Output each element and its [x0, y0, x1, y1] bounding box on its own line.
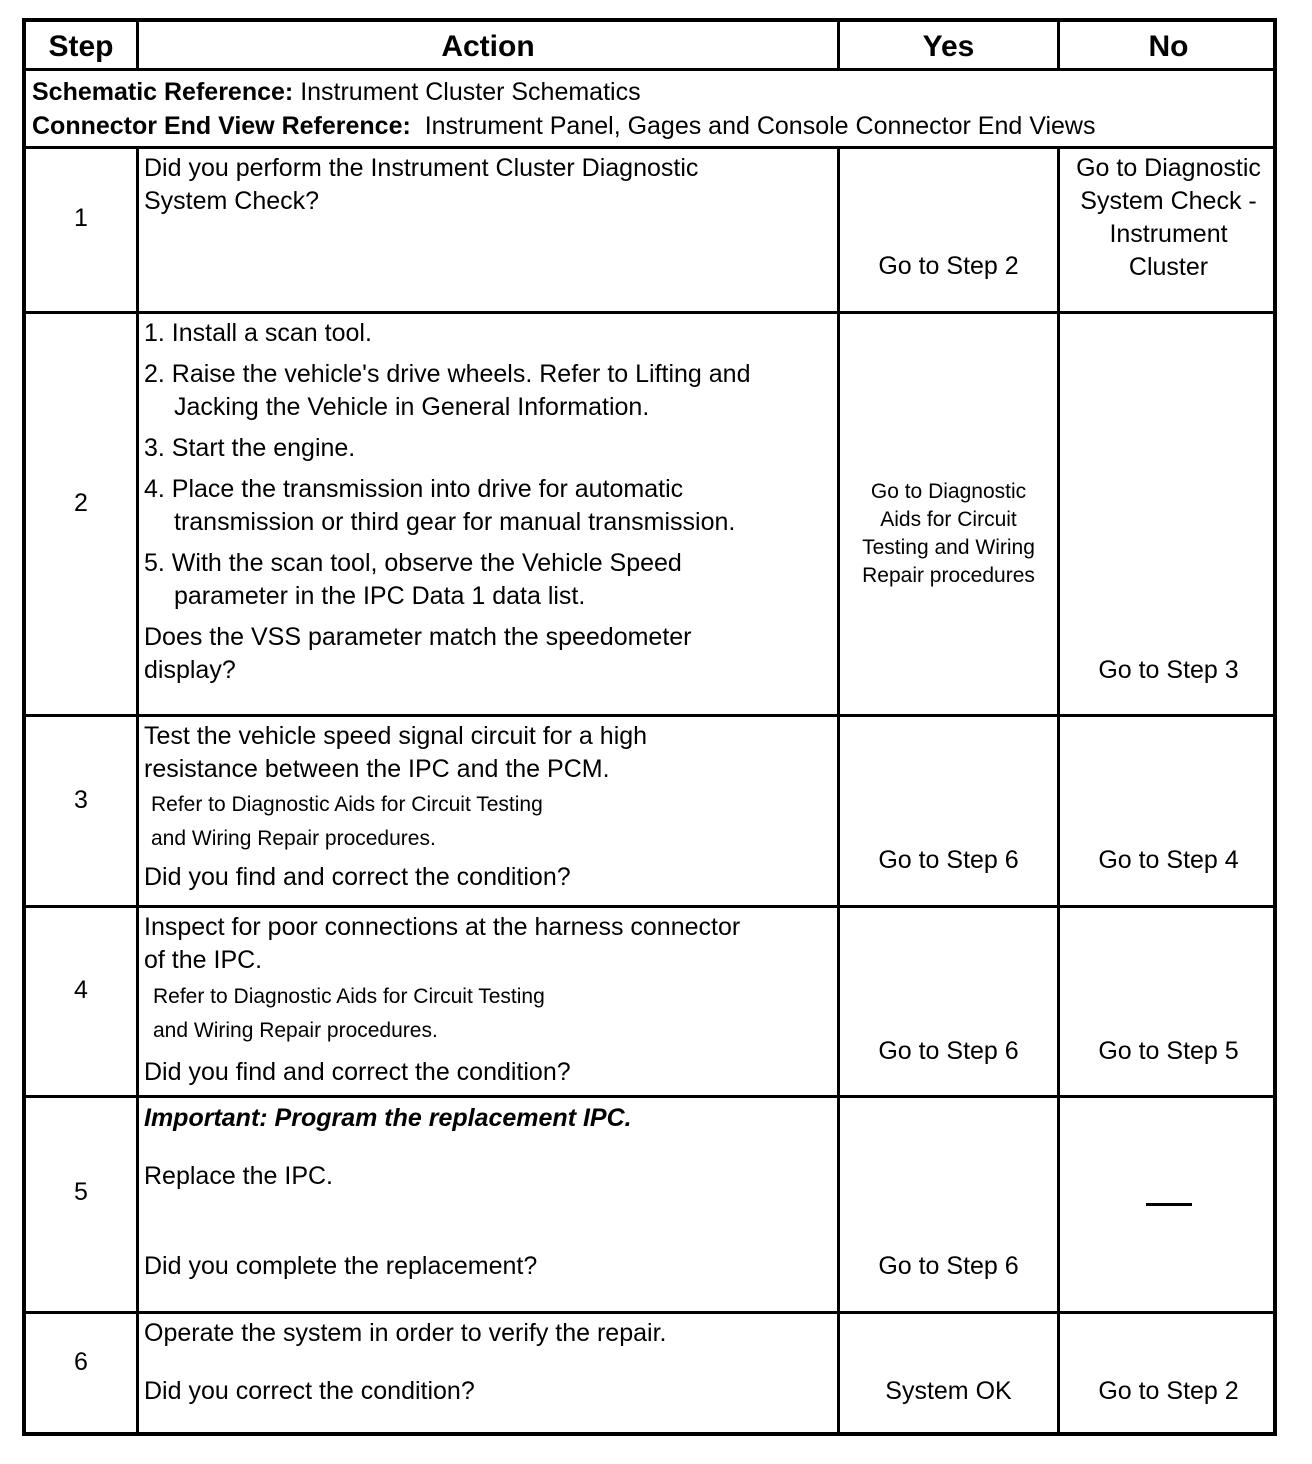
diagnostic-table — [22, 18, 1277, 1436]
refer-text-4a[interactable]: Refer to Diagnostic Aids for Circuit Testing — [153, 985, 545, 1008]
col-divider-step — [136, 146, 139, 1432]
yes-step-1[interactable]: Go to Step 2 — [878, 252, 1019, 280]
header-no: No — [1148, 30, 1189, 63]
question-text-6: Did you correct the condition? — [144, 1377, 475, 1405]
procedure-item-4b: transmission or third gear for manual transmission. — [174, 508, 736, 536]
connector-reference-link[interactable]: Instrument Panel, Gages and Console Connector End Views — [424, 112, 1096, 140]
yes-step-2a[interactable]: Go to Diagnostic — [870, 480, 1027, 503]
col-divider-action — [837, 146, 840, 1432]
action-text-5: Replace the IPC. — [144, 1162, 333, 1190]
yes-step-6[interactable]: System OK — [885, 1377, 1012, 1405]
yes-step-2d[interactable]: Repair procedures — [862, 564, 1035, 587]
connector-reference-label: Connector End View Reference: — [32, 112, 411, 140]
no-step-5-dash — [1146, 1203, 1192, 1206]
header-action: Action — [441, 30, 535, 63]
schematic-reference — [32, 76, 641, 109]
action-text-1b: System Check? — [144, 187, 320, 215]
connector-reference — [32, 110, 1095, 143]
refer-text-4b[interactable]: and Wiring Repair procedures. — [153, 1019, 438, 1042]
step-number-1: 1 — [74, 204, 88, 232]
action-text-3b: resistance between the IPC and the PCM. — [144, 755, 610, 783]
step-number-2: 2 — [74, 489, 88, 517]
header-yes: Yes — [922, 30, 975, 63]
procedure-item-4: 4. Place the transmission into drive for automatic — [144, 475, 684, 503]
no-step-1a[interactable]: Go to Diagnostic — [1076, 154, 1261, 182]
question-text-5: Did you complete the replacement? — [144, 1252, 538, 1280]
row-divider-5 — [26, 1311, 1273, 1314]
step-number-3: 3 — [74, 786, 88, 814]
yes-step-2c[interactable]: Testing and Wiring — [862, 536, 1035, 559]
procedure-item-5b: parameter in the IPC Data 1 data list. — [174, 582, 586, 610]
procedure-item-2b: Jacking the Vehicle in General Information. — [174, 393, 650, 421]
schematic-reference-label: Schematic Reference: — [32, 78, 294, 106]
procedure-item-1: 1. Install a scan tool. — [144, 319, 372, 347]
question-text-2a: Does the VSS parameter match the speedometer — [144, 623, 692, 651]
header-step: Step — [48, 30, 114, 63]
no-step-5 — [1060, 1185, 1277, 1218]
step-number-5: 5 — [74, 1178, 88, 1206]
refer-text-3a[interactable]: Refer to Diagnostic Aids for Circuit Testing — [151, 793, 543, 816]
no-step-3[interactable]: Go to Step 4 — [1098, 846, 1239, 874]
action-text-4b: of the IPC. — [144, 946, 263, 974]
yes-step-2b[interactable]: Aids for Circuit — [880, 508, 1017, 531]
action-text-3a: Test the vehicle speed signal circuit for a high — [144, 722, 648, 750]
procedure-item-3: 3. Start the engine. — [144, 434, 356, 462]
no-step-1d[interactable]: Cluster — [1128, 253, 1209, 281]
row-divider-2 — [26, 714, 1273, 717]
no-step-1c[interactable]: Instrument — [1109, 220, 1228, 248]
action-text-4a: Inspect for poor connections at the harness connector — [144, 913, 741, 941]
important-note: Important: Program the replacement IPC. — [144, 1104, 632, 1132]
step-number-4: 4 — [74, 976, 88, 1004]
question-text-4: Did you find and correct the condition? — [144, 1058, 571, 1086]
row-divider-4 — [26, 1095, 1273, 1098]
refer-text-3b[interactable]: and Wiring Repair procedures. — [151, 827, 436, 850]
yes-step-4[interactable]: Go to Step 6 — [878, 1037, 1019, 1065]
schematic-reference-link[interactable]: Instrument Cluster Schematics — [300, 78, 641, 106]
question-text-2b: display? — [144, 656, 236, 684]
action-text-1a: Did you perform the Instrument Cluster Diagnostic — [144, 154, 699, 182]
procedure-item-2: 2. Raise the vehicle's drive wheels. Refer to Lifting and — [144, 360, 751, 388]
reference-divider — [26, 146, 1273, 149]
no-step-2[interactable]: Go to Step 3 — [1098, 656, 1239, 684]
col-divider-yes — [1057, 146, 1060, 1432]
action-text-6: Operate the system in order to verify the repair. — [144, 1319, 667, 1347]
procedure-item-5: 5. With the scan tool, observe the Vehicle Speed — [144, 549, 682, 577]
no-step-1b[interactable]: System Check - — [1080, 187, 1257, 215]
step-number-6: 6 — [74, 1348, 88, 1376]
yes-step-3[interactable]: Go to Step 6 — [878, 846, 1019, 874]
yes-step-5[interactable]: Go to Step 6 — [878, 1252, 1019, 1280]
no-step-6[interactable]: Go to Step 2 — [1098, 1377, 1239, 1405]
row-divider-1 — [26, 311, 1273, 314]
row-divider-3 — [26, 905, 1273, 908]
no-step-4[interactable]: Go to Step 5 — [1098, 1037, 1239, 1065]
question-text-3: Did you find and correct the condition? — [144, 863, 571, 891]
